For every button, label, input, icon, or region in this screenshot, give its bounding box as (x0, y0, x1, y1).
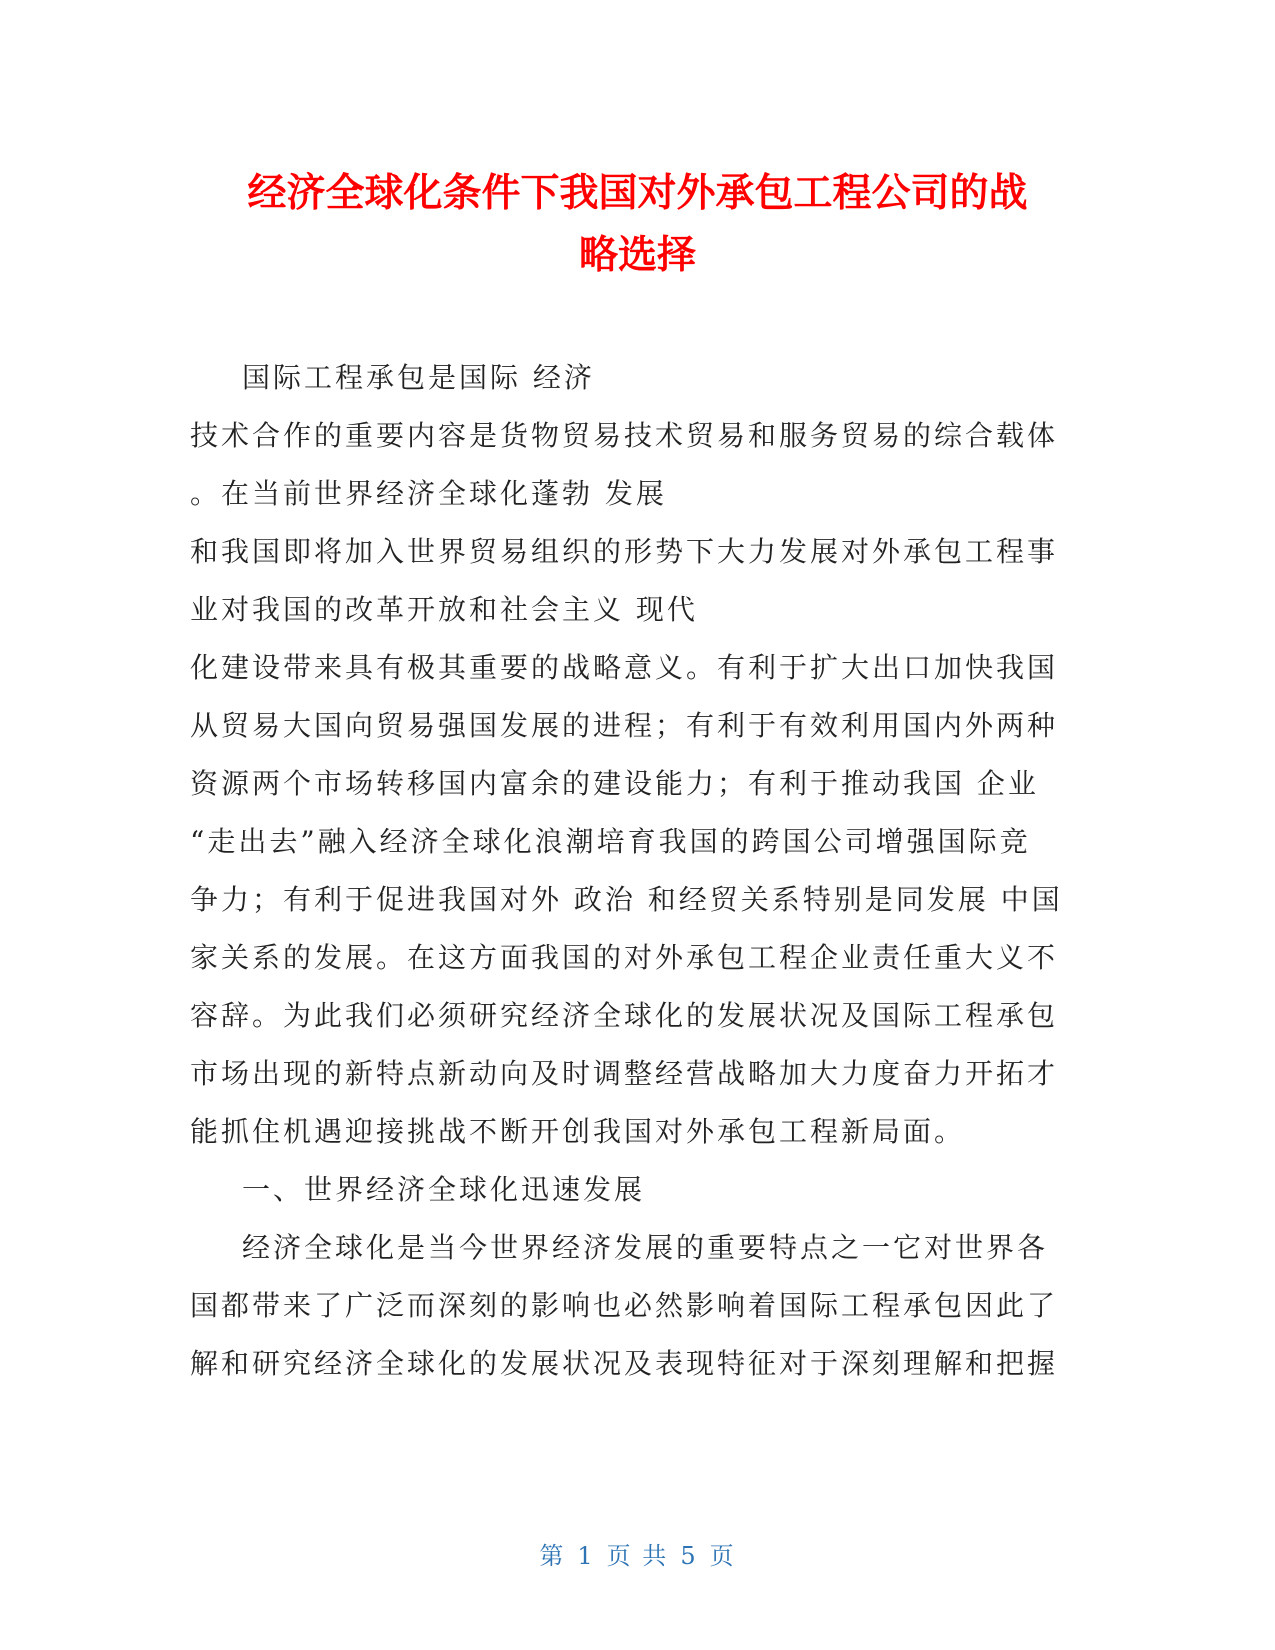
paragraph-line-10: 争力；有利于促进我国对外 政治 和经贸关系特别是同发展 中国 (190, 883, 1063, 916)
footer-of-label: 页 共 (606, 1542, 669, 1570)
footer-page-label: 第 (539, 1542, 566, 1570)
paragraph-line-1: 国际工程承包是国际 经济 (242, 361, 595, 394)
paragraph-line-6: 化建设带来具有极其重要的战略意义。有利于扩大出口加快我国 (190, 651, 1059, 684)
paragraph-line-8: 资源两个市场转移国内富余的建设能力；有利于推动我国 企业 (190, 767, 1039, 800)
paragraph-line-2: 技术合作的重要内容是货物贸易技术贸易和服务贸易的综合载体 (190, 419, 1059, 452)
paragraph-line-5: 业对我国的改革开放和社会主义 现代 (190, 593, 698, 626)
paragraph-line-3: 。在当前世界经济全球化蓬勃 发展 (190, 477, 667, 510)
paragraph-line-16: 经济全球化是当今世界经济发展的重要特点之一它对世界各 (242, 1231, 1049, 1264)
footer-current-page: 1 (577, 1542, 595, 1570)
document-title-line-1: 经济全球化条件下我国对外承包工程公司的战 (247, 171, 1028, 216)
document-title-line-2: 略选择 (578, 233, 696, 278)
paragraph-line-13: 市场出现的新特点新动向及时调整经营战略加大力度奋力开拓才 (190, 1057, 1059, 1090)
paragraph-line-17: 国都带来了广泛而深刻的影响也必然影响着国际工程承包因此了 (190, 1289, 1059, 1322)
paragraph-line-9: “走出去”融入经济全球化浪潮培育我国的跨国公司增强国际竞 (190, 825, 1031, 858)
paragraph-line-7: 从贸易大国向贸易强国发展的进程；有利于有效利用国内外两种 (190, 709, 1059, 742)
footer-total-pages: 5 (680, 1542, 698, 1570)
footer-end-label: 页 (709, 1542, 736, 1570)
section-heading: 一、世界经济全球化迅速发展 (242, 1173, 646, 1206)
paragraph-line-14: 能抓住机遇迎接挑战不断开创我国对外承包工程新局面。 (190, 1115, 966, 1148)
page-footer (0, 1540, 1275, 1572)
paragraph-line-18: 解和研究经济全球化的发展状况及表现特征对于深刻理解和把握 (190, 1347, 1059, 1380)
paragraph-line-12: 容辞。为此我们必须研究经济全球化的发展状况及国际工程承包 (190, 999, 1059, 1032)
paragraph-line-4: 和我国即将加入世界贸易组织的形势下大力发展对外承包工程事 (190, 535, 1059, 568)
paragraph-line-11: 家关系的发展。在这方面我国的对外承包工程企业责任重大义不 (190, 941, 1059, 974)
